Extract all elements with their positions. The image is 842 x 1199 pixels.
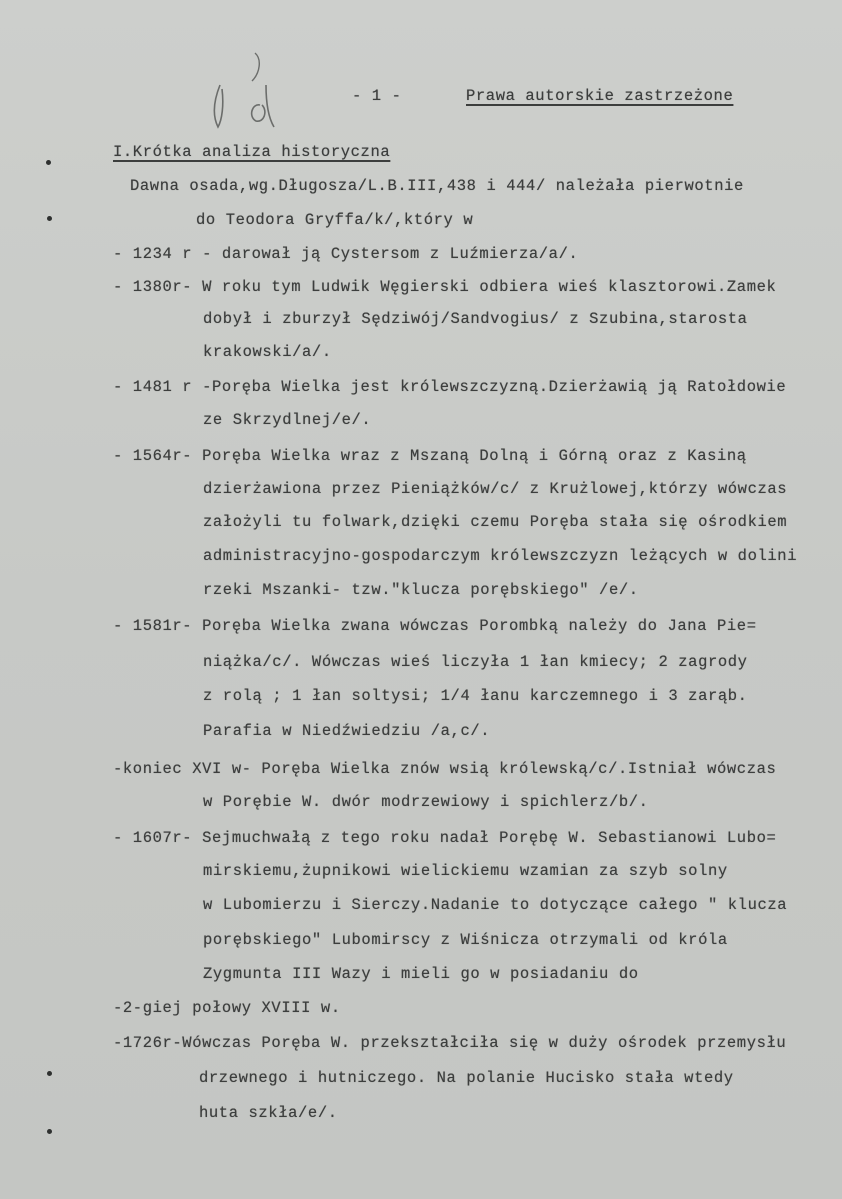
handwritten-signature [200,45,310,135]
section-title: I.Krótka analiza historyczna [113,143,391,161]
text-line: drzewnego i hutniczego. Na polanie Hucisko stała wtedy [199,1069,734,1087]
text-line: porębskiego" Lubomirscy z Wiśnicza otrzymali od króla [203,931,728,949]
text-line: -1726r-Wówczas Poręba W. przekształciła się w duży ośrodek przemysłu [113,1034,787,1052]
text-line: założyli tu folwark,dzięki czemu Poręba stała się ośrodkiem [203,513,788,531]
text-line: huta szkła/e/. [199,1104,338,1122]
page-number: - 1 - [352,87,402,105]
text-line: w Lubomierzu i Sierczy.Nadanie to dotyczące całego " klucza [203,896,788,914]
text-line: - 1481 r -Poręba Wielka jest królewszczyzną.Dzierżawią ją Ratołdowie [113,378,787,396]
text-line: w Porębie W. dwór modrzewiowy i spichlerz/b/. [203,793,649,811]
text-line: - 1564r- Poręba Wielka wraz z Mszaną Dolną i Górną oraz z Kasiną [113,447,747,465]
text-line: -2-giej połowy XVIII w. [113,999,341,1017]
binder-hole-mark [47,1071,52,1076]
text-line: ze Skrzydlnej/e/. [203,411,372,429]
text-line: z rolą ; 1 łan soltysi; 1/4 łanu karczemnego i 3 zarąb. [203,687,748,705]
binder-hole-mark [47,1129,52,1134]
text-line: mirskiemu,żupnikowi wielickiemu wzamian za szyb solny [203,862,728,880]
text-line: dzierżawiona przez Pieniążków/c/ z Krużlowej,którzy wówczas [203,480,788,498]
text-line: Zygmunta III Wazy i mieli go w posiadaniu do [203,965,639,983]
text-line: -koniec XVI w- Poręba Wielka znów wsią królewską/c/.Istniał wówczas [113,760,777,778]
binder-hole-mark [46,160,51,165]
text-line: - 1380r- W roku tym Ludwik Węgierski odbiera wieś klasztorowi.Zamek [113,278,777,296]
binder-hole-mark [47,216,52,221]
text-line: niążka/c/. Wówczas wieś liczyła 1 łan kmiecy; 2 zagrody [203,653,748,671]
text-line: - 1234 r - darował ją Cystersom z Luźmierza/a/. [113,245,579,263]
text-line: Parafia w Niedźwiedziu /a,c/. [203,722,491,740]
text-line: do Teodora Gryffa/k/,który w [196,211,474,229]
text-line: - 1581r- Poręba Wielka zwana wówczas Porombką należy do Jana Pie= [113,617,757,635]
text-line: dobył i zburzył Sędziwój/Sandvogius/ z Szubina,starosta [203,310,748,328]
text-line: krakowski/a/. [203,343,332,361]
text-line: - 1607r- Sejmuchwałą z tego roku nadał Porębę W. Sebastianowi Lubo= [113,829,777,847]
text-line: rzeki Mszanki- tzw."klucza porębskiego" /e/. [203,581,639,599]
copyright-notice: Prawa autorskie zastrzeżone [466,87,734,105]
text-line: Dawna osada,wg.Długosza/L.B.III,438 i 444/ należała pierwotnie [130,177,744,195]
text-line: administracyjno-gospodarczym królewszczyzn leżących w dolini [203,547,798,565]
